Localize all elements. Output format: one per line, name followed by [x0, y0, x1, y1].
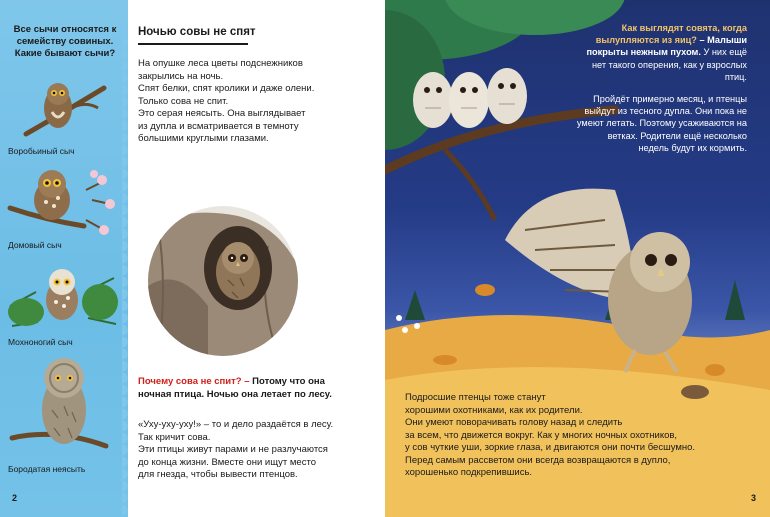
text-line: Так кричит сова. — [138, 431, 211, 443]
great-grey-owl-icon — [6, 350, 120, 460]
text-line: Они умеют поворачивать голову назад и следить — [405, 417, 623, 428]
boreal-owl-icon — [6, 256, 120, 336]
owlets-answer: – Малыши покрыты нежным пухом. — [586, 35, 747, 58]
owl-types-sidebar — [0, 0, 128, 517]
text-line: у сов чуткие уши, зоркие глаза, и двигаются они почти бесшумно. — [405, 442, 696, 453]
paragraph-hoot — [138, 419, 333, 482]
text-line: «Уху-уху-уху!» – то и дело раздаётся в лесу. — [138, 419, 334, 430]
hunters-text — [405, 392, 745, 480]
question-answer-block — [138, 376, 332, 401]
owl-caption-4: Бородатая неясыть — [8, 464, 86, 474]
text-line: На опушке леса цветы подснежников — [138, 58, 303, 69]
text-line: хорошими охотниками, как их родители. — [405, 404, 583, 416]
text-line: большими круглыми глазами. — [138, 133, 269, 144]
text-line: Пройдёт примерно месяц, и птенцы выйдут из тесного дупла. Они пока не умеют летать. Поэтому усаживаются на ветках. Родители ещё несколько недель будут их кормить. — [576, 94, 747, 153]
text-line: У них ещё нет такого оперения, как у взрослых птиц. — [591, 47, 747, 82]
owl-caption-1: Воробьиный сыч — [8, 146, 75, 156]
answer-text: Потому что она — [249, 376, 325, 387]
owlets-question: Как выглядят совята, когда вылупляются из яиц? — [595, 23, 747, 46]
text-line: Спят белки, спят кролики и даже олени. — [138, 83, 315, 94]
text-line: Перед самым рассветом они всегда возвращаются в дупло, — [405, 454, 671, 466]
page-number-right: 3 — [750, 493, 756, 503]
title-underline — [138, 43, 248, 45]
text-line: Это серая неясыть. Она выглядывает — [138, 108, 306, 119]
text-line: закрылись на ночь. — [138, 70, 224, 82]
text-line — [575, 83, 747, 93]
question-text: Почему сова не спит? – — [138, 376, 250, 387]
sidebar-title: Все сычи относятся к семейству совиных. Какие бывают сычи? — [13, 24, 117, 59]
owlets — [413, 68, 527, 128]
text-line: за всем, что движется вокруг. Как у многих ночных охотников, — [405, 429, 678, 441]
section-title: Ночью совы не спят — [138, 26, 256, 38]
text-line: хорошенько подкрепившись. — [405, 467, 533, 478]
paragraph-intro — [138, 58, 314, 146]
little-owl-icon — [6, 160, 120, 240]
text-line: для гнезда, чтобы вывести птенцов. — [138, 469, 298, 480]
owl-caption-3: Мохноногий сыч — [8, 337, 73, 347]
owl-caption-2: Домовый сыч — [8, 240, 62, 250]
page-number-left: 2 — [12, 493, 18, 503]
owl-in-tree-hollow-illustration — [148, 206, 298, 356]
text-line: до конца жизни. Вместе они ищут место — [138, 456, 316, 468]
sparrow-owl-icon — [6, 72, 120, 142]
text-line: Только сова не спит. — [138, 95, 229, 107]
text-line: из дупла и всматривается в темноту — [138, 120, 299, 132]
right-page — [385, 0, 770, 517]
owlets-text — [575, 22, 747, 154]
text-line: Эти птицы живут парами и не разлучаются — [138, 444, 328, 455]
text-line: Подросшие птенцы тоже станут — [405, 392, 546, 403]
answer-text-continued: ночная птица. Ночью она летает по лесу. — [138, 388, 332, 400]
